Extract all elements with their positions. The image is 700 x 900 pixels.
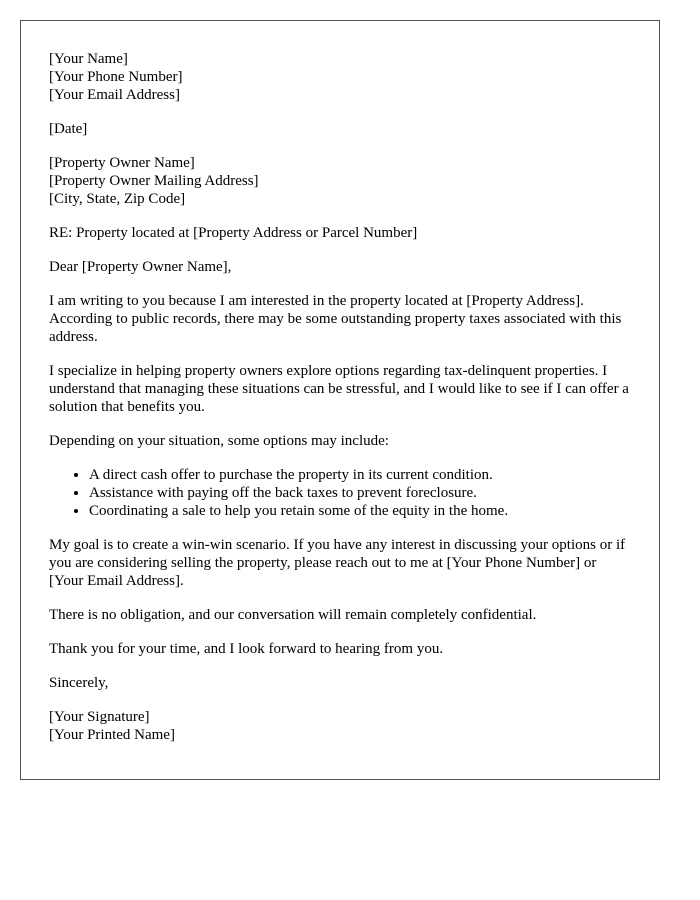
printed-name: [Your Printed Name] bbox=[49, 727, 175, 743]
sender-block bbox=[49, 50, 631, 104]
recipient-block bbox=[49, 154, 631, 208]
sender-phone: [Your Phone Number] bbox=[49, 69, 183, 85]
paragraph-obligation: There is no obligation, and our conversation will remain completely confidential. bbox=[49, 607, 537, 623]
recipient-name: [Property Owner Name] bbox=[49, 155, 195, 171]
list-item: • Coordinating a sale to help you retain some of the equity in the home. bbox=[89, 502, 631, 520]
closing: Sincerely, bbox=[49, 675, 109, 691]
salutation: Dear [Property Owner Name], bbox=[49, 259, 232, 275]
list-item: • Assistance with paying off the back taxes to prevent foreclosure. bbox=[89, 484, 631, 502]
recipient-mailing-address: [Property Owner Mailing Address] bbox=[49, 173, 259, 189]
sender-name: [Your Name] bbox=[49, 51, 128, 67]
re-line: RE: Property located at [Property Address or Parcel Number] bbox=[49, 225, 418, 241]
paragraph-intro: I am writing to you because I am interested in the property located at [Property Address]. According to public records, there may be some outstanding property taxes associated with this address. bbox=[49, 293, 622, 345]
paragraph-specialize: I specialize in helping property owners explore options regarding tax-delinquent properties. I understand that managing these situations can be stressful, and I would like to see if I can offer a solution that benefits you. bbox=[49, 363, 629, 415]
options-list bbox=[49, 466, 631, 520]
letter-date: [Date] bbox=[49, 121, 88, 137]
paragraph-goal: My goal is to create a win-win scenario. If you have any interest in discussing your options or if you are considering selling the property, please reach out to me at [Your Phone Number] or [Your Email Address]. bbox=[49, 537, 626, 589]
signature-line: [Your Signature] bbox=[49, 709, 150, 725]
sender-email: [Your Email Address] bbox=[49, 87, 180, 103]
paragraph-thanks: Thank you for your time, and I look forward to hearing from you. bbox=[49, 641, 444, 657]
signature-block bbox=[49, 708, 631, 744]
paragraph-options-lead: Depending on your situation, some options may include: bbox=[49, 433, 389, 449]
list-item: • A direct cash offer to purchase the property in its current condition. bbox=[89, 466, 631, 484]
date-block bbox=[49, 120, 631, 138]
letter-page bbox=[20, 20, 660, 780]
recipient-city-state-zip: [City, State, Zip Code] bbox=[49, 191, 186, 207]
